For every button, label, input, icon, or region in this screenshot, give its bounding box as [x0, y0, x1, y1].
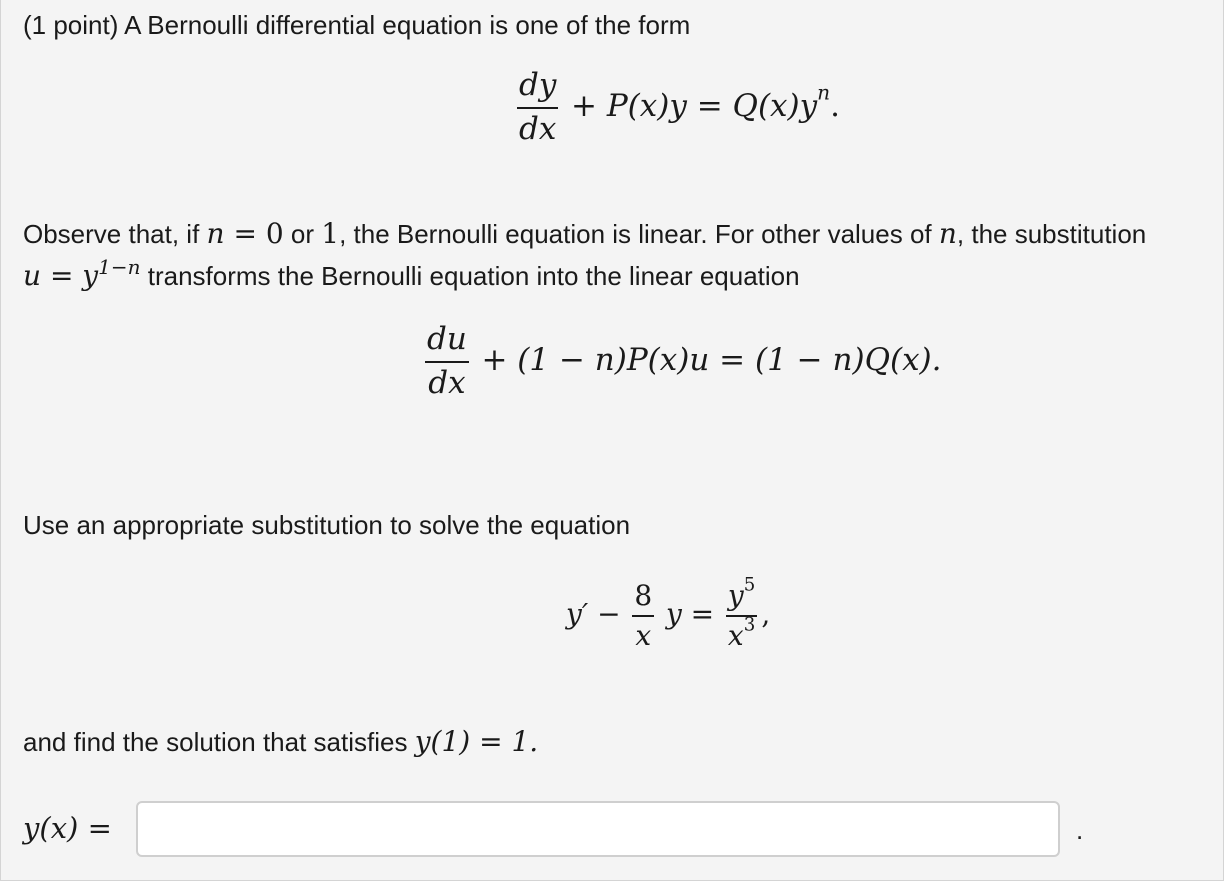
- denominator-exponent: 3: [743, 614, 756, 636]
- num-one: 1: [321, 217, 340, 250]
- observe-line-2: [23, 255, 800, 292]
- answer-trailing-period: .: [1076, 815, 1084, 845]
- answer-input[interactable]: [136, 801, 1060, 857]
- fraction-denominator: [726, 614, 757, 653]
- problem-intro: (1 point) A Bernoulli differential equation is one of the form: [23, 10, 691, 40]
- dy-dx-fraction: [517, 68, 558, 147]
- observe-line-1: [23, 217, 1147, 250]
- fraction-numerator: dy: [519, 67, 557, 103]
- equation-comma: ,: [761, 597, 771, 631]
- fraction-bar: [425, 361, 469, 363]
- equation-period: .: [830, 87, 840, 124]
- eq-zero: = 0: [224, 217, 284, 250]
- var-n: n: [206, 217, 225, 250]
- numerator-base: y: [727, 579, 744, 612]
- observe-text-4: , the substitution: [956, 219, 1147, 249]
- denominator-base: x: [727, 619, 744, 653]
- find-solution-text: and find the solution that satisfies: [23, 727, 415, 757]
- fraction-denominator: x: [635, 619, 652, 653]
- fraction-numerator: 8: [634, 579, 653, 612]
- y-prime-minus: y′ −: [566, 597, 621, 631]
- fraction-bar: [632, 615, 654, 617]
- fraction-numerator: [726, 574, 757, 612]
- y-equals: y =: [665, 597, 715, 631]
- use-substitution-text: Use an appropriate substitution to solve the equation: [23, 510, 631, 540]
- observe-text-5: transforms the Bernoulli equation into the linear equation: [140, 261, 800, 291]
- given-equation: [566, 574, 771, 653]
- observe-text-1: Observe that, if: [23, 219, 207, 249]
- linear-equation-rhs: + (1 − n)P(x)u = (1 − n)Q(x).: [481, 341, 942, 378]
- fraction-numerator: du: [427, 321, 467, 357]
- fraction-denominator: dx: [519, 110, 557, 147]
- fraction-bar: [517, 107, 558, 109]
- initial-condition: y(1) = 1.: [414, 725, 539, 758]
- observe-text-3: , the Bernoulli equation is linear. For other values of: [339, 219, 939, 249]
- observe-text-or: or: [283, 219, 322, 249]
- eight-over-x: [632, 580, 654, 652]
- var-n-2: n: [938, 217, 957, 250]
- du-dx-fraction: [425, 322, 469, 401]
- linear-equation: [421, 322, 942, 401]
- exponent-1-minus-n: 1−n: [98, 255, 141, 279]
- y5-over-x3: [726, 574, 757, 653]
- equation-rhs: + P(x)y = Q(x)y: [570, 87, 818, 124]
- var-u: u: [23, 259, 42, 292]
- equation-exponent: n: [817, 80, 831, 105]
- bernoulli-equation: [513, 68, 840, 147]
- numerator-exponent: 5: [743, 574, 756, 596]
- fraction-denominator: dx: [428, 364, 466, 401]
- find-solution-line: [23, 725, 539, 758]
- answer-label: y(x) =: [23, 811, 112, 845]
- eq-y: = y: [41, 259, 99, 292]
